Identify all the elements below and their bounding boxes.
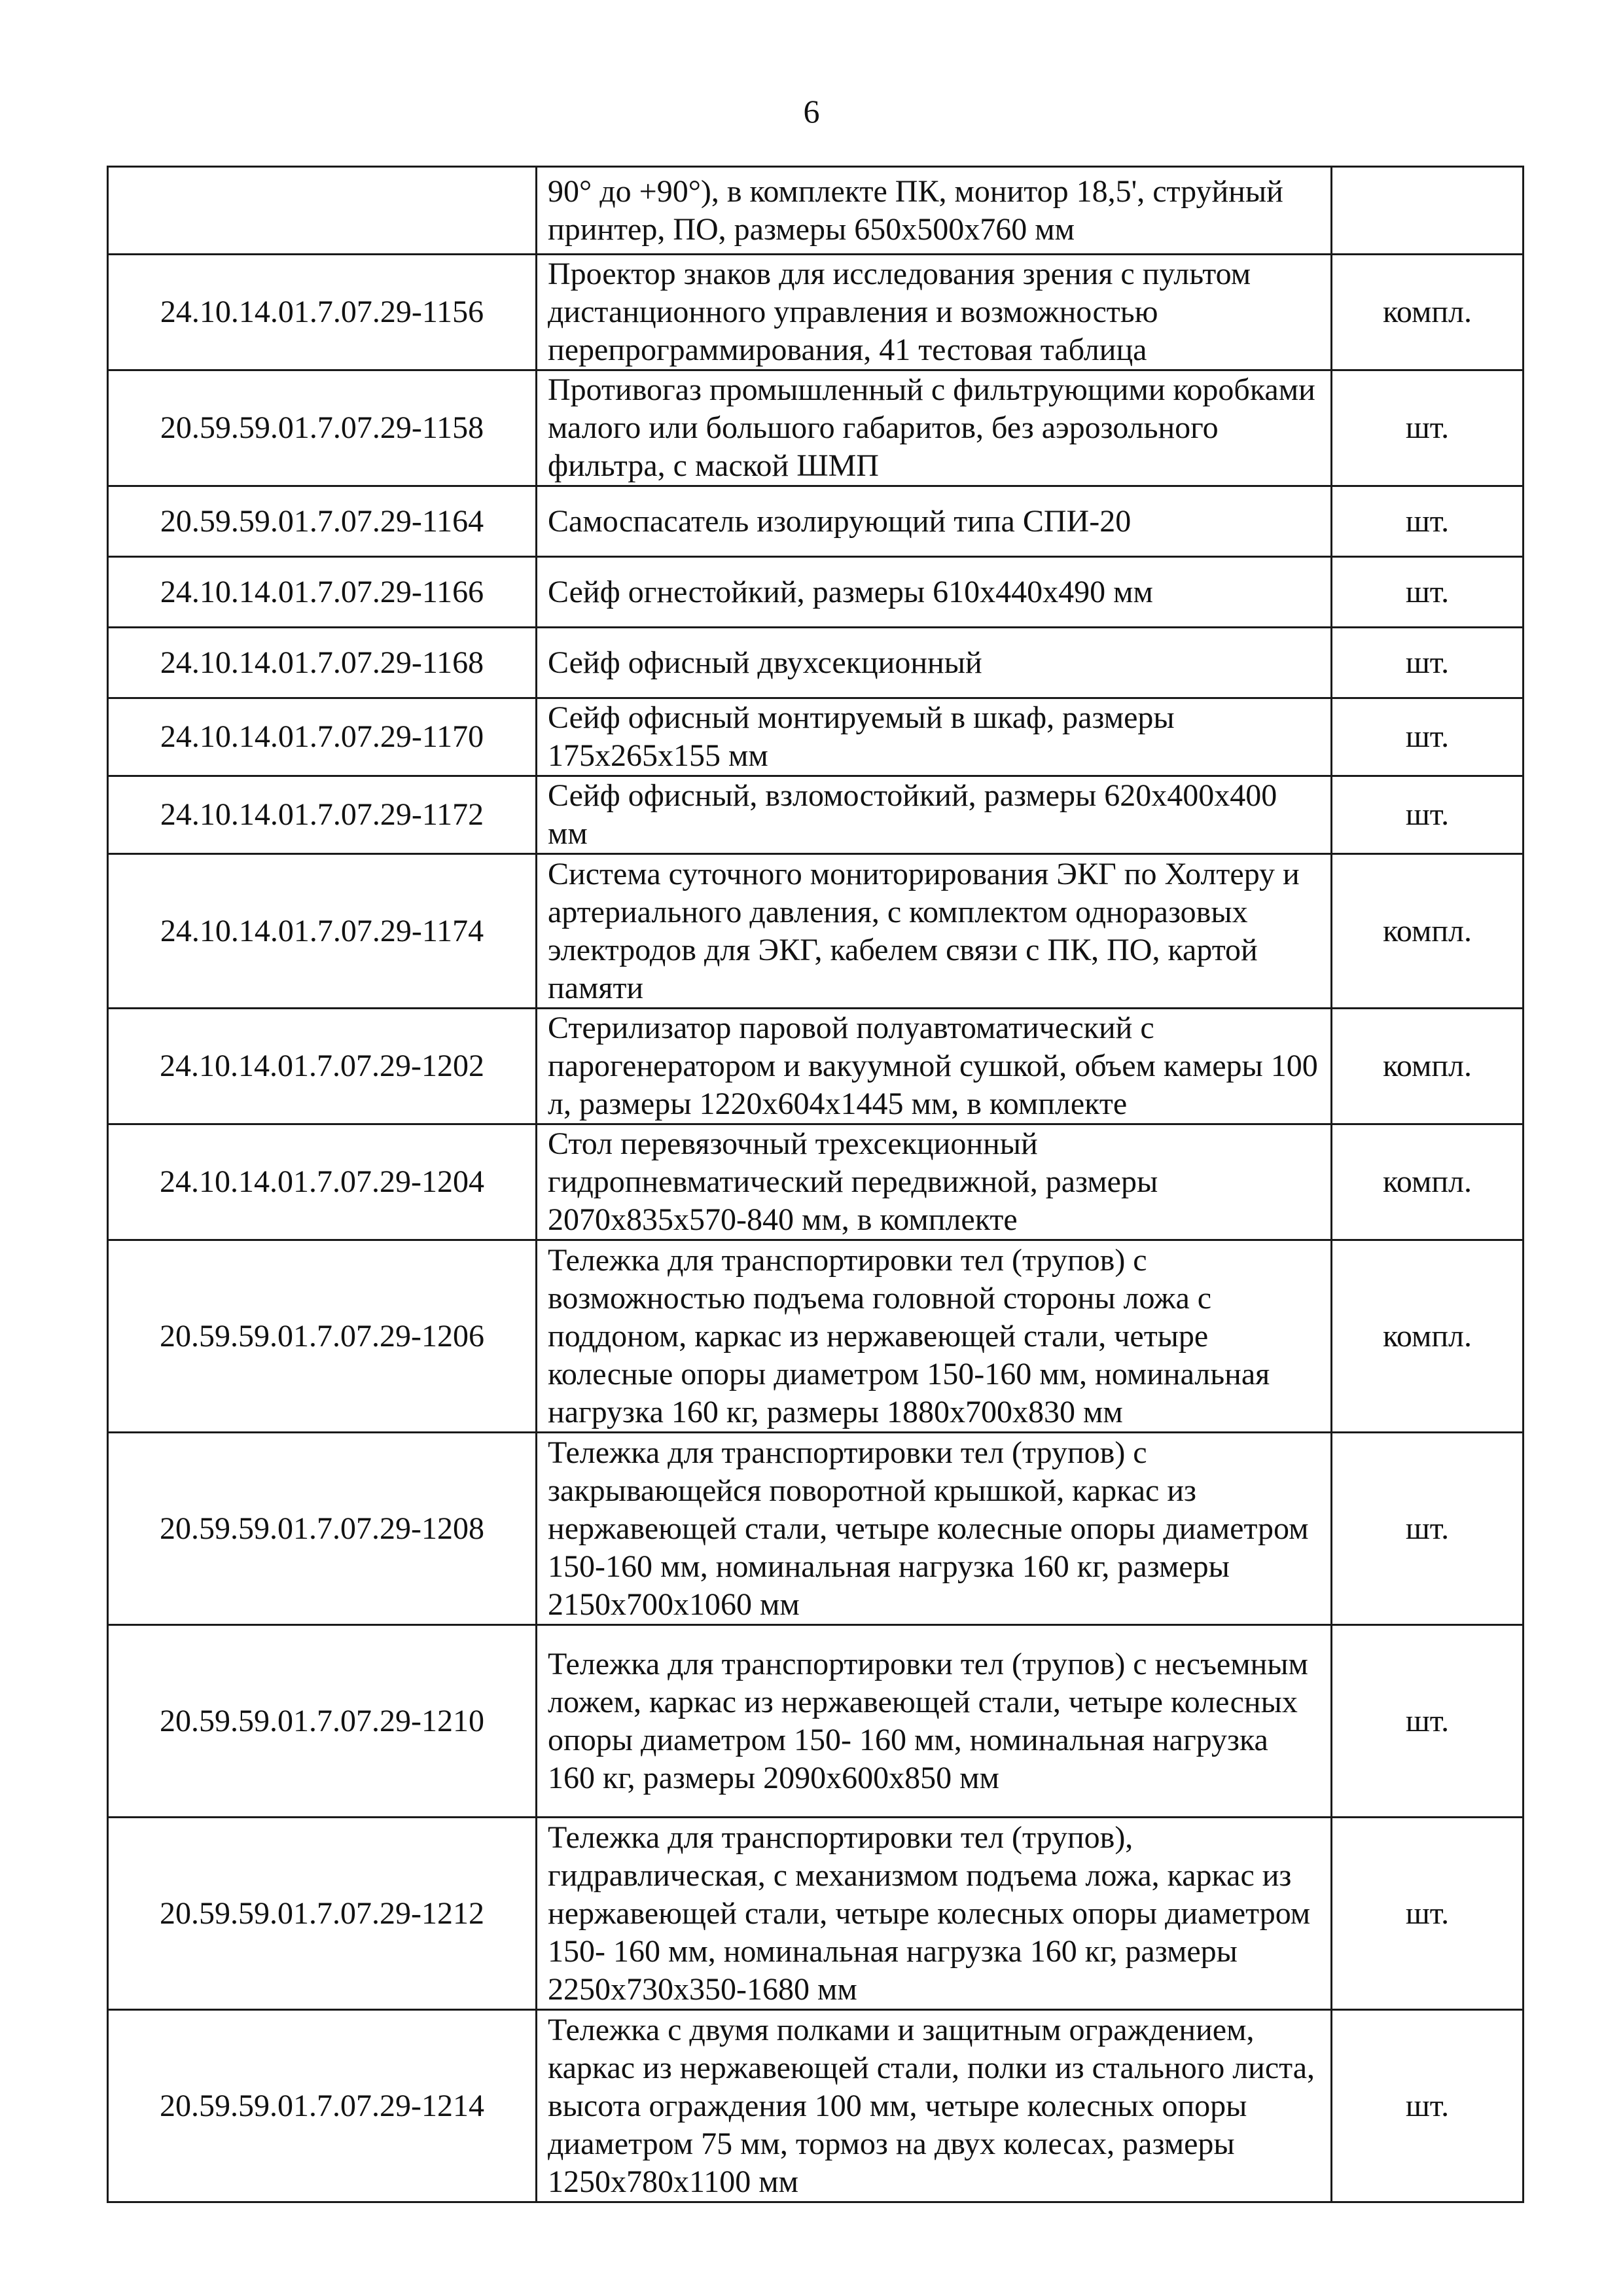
resource-table: [107, 166, 1524, 2203]
resource-description: Противогаз промышленный с фильтрующими коробками малого или большого габаритов, без аэрозольного фильтра, с маской ШМП: [537, 370, 1332, 486]
resource-code: 24.10.14.01.7.07.29-1202: [108, 1009, 537, 1124]
resource-description: Тележка для транспортировки тел (трупов), гидравлическая, с механизмом подъема ложа, каркас из нержавеющей стали, четыре колесных опоры диаметром 150- 160 мм, номинальная нагрузка 160 кг, размеры 2250х730х350-1680 мм: [537, 1818, 1332, 2010]
unit-of-measure: шт.: [1332, 486, 1524, 557]
unit-of-measure: шт.: [1332, 628, 1524, 698]
table-row: [108, 776, 1524, 854]
resource-code: 24.10.14.01.7.07.29-1174: [108, 854, 537, 1009]
resource-description: Стерилизатор паровой полуавтоматический с парогенератором и вакуумной сушкой, объем камеры 100 л, размеры 1220х604х1445 мм, в комплекте: [537, 1009, 1332, 1124]
resource-description: Сейф огнестойкий, размеры 610х440х490 мм: [537, 557, 1332, 628]
table-row: [108, 1009, 1524, 1124]
resource-description: Самоспасатель изолирующий типа СПИ-20: [537, 486, 1332, 557]
resource-description: Тележка для транспортировки тел (трупов) с несъемным ложем, каркас из нержавеющей стали, четыре колесных опоры диаметром 150- 160 мм, номинальная нагрузка 160 кг, размеры 2090х600х850 мм: [537, 1625, 1332, 1818]
table-row: [108, 2010, 1524, 2202]
unit-of-measure: компл.: [1332, 1009, 1524, 1124]
resource-code: 20.59.59.01.7.07.29-1214: [108, 2010, 537, 2202]
unit-of-measure: шт.: [1332, 370, 1524, 486]
unit-of-measure: компл.: [1332, 1124, 1524, 1240]
unit-of-measure: шт.: [1332, 557, 1524, 628]
resource-description: Тележка для транспортировки тел (трупов) с закрывающейся поворотной крышкой, каркас из нержавеющей стали, четыре колесные опоры диаметром 150-160 мм, номинальная нагрузка 160 кг, размеры 2150х700х1060 мм: [537, 1433, 1332, 1625]
resource-code: 24.10.14.01.7.07.29-1172: [108, 776, 537, 854]
resource-code: 20.59.59.01.7.07.29-1164: [108, 486, 537, 557]
resource-code: 20.59.59.01.7.07.29-1158: [108, 370, 537, 486]
table-row: [108, 628, 1524, 698]
resource-description: Сейф офисный монтируемый в шкаф, размеры 175х265х155 мм: [537, 698, 1332, 776]
resource-description: Сейф офисный, взломостойкий, размеры 620х400х400 мм: [537, 776, 1332, 854]
unit-of-measure: шт.: [1332, 2010, 1524, 2202]
resource-code: 20.59.59.01.7.07.29-1206: [108, 1240, 537, 1433]
table-row: [108, 854, 1524, 1009]
table-row: [108, 167, 1524, 255]
resource-code: 24.10.14.01.7.07.29-1168: [108, 628, 537, 698]
unit-of-measure: шт.: [1332, 1818, 1524, 2010]
unit-of-measure: компл.: [1332, 1240, 1524, 1433]
resource-description: Проектор знаков для исследования зрения с пультом дистанционного управления и возможностью перепрограммирования, 41 тестовая таблица: [537, 255, 1332, 370]
page-number: 6: [803, 93, 820, 130]
table-row: [108, 486, 1524, 557]
resource-description: Стол перевязочный трехсекционный гидропневматический передвижной, размеры 2070х835х570-840 мм, в комплекте: [537, 1124, 1332, 1240]
table-row: [108, 1625, 1524, 1818]
resource-code: 20.59.59.01.7.07.29-1210: [108, 1625, 537, 1818]
resource-code: 24.10.14.01.7.07.29-1170: [108, 698, 537, 776]
table-row: [108, 1240, 1524, 1433]
resource-code: 24.10.14.01.7.07.29-1204: [108, 1124, 537, 1240]
table-row: [108, 370, 1524, 486]
unit-of-measure: [1332, 167, 1524, 255]
unit-of-measure: компл.: [1332, 854, 1524, 1009]
resource-description: Сейф офисный двухсекционный: [537, 628, 1332, 698]
table-row: [108, 255, 1524, 370]
resource-description: Система суточного мониторирования ЭКГ по Холтеру и артериального давления, с комплектом одноразовых электродов для ЭКГ, кабелем связи с ПК, ПО, картой памяти: [537, 854, 1332, 1009]
table-row: [108, 698, 1524, 776]
table-row: [108, 1124, 1524, 1240]
unit-of-measure: шт.: [1332, 698, 1524, 776]
table-row: [108, 557, 1524, 628]
table-row: [108, 1433, 1524, 1625]
table-row: [108, 1818, 1524, 2010]
resource-code: [108, 167, 537, 255]
resource-code: 24.10.14.01.7.07.29-1166: [108, 557, 537, 628]
resource-code: 20.59.59.01.7.07.29-1212: [108, 1818, 537, 2010]
resource-code: 24.10.14.01.7.07.29-1156: [108, 255, 537, 370]
unit-of-measure: шт.: [1332, 776, 1524, 854]
unit-of-measure: шт.: [1332, 1433, 1524, 1625]
resource-description: Тележка для транспортировки тел (трупов) с возможностью подъема головной стороны ложа с поддоном, каркас из нержавеющей стали, четыре колесные опоры диаметром 150-160 мм, номинальная нагрузка 160 кг, размеры 1880х700х830 мм: [537, 1240, 1332, 1433]
resource-code: 20.59.59.01.7.07.29-1208: [108, 1433, 537, 1625]
unit-of-measure: шт.: [1332, 1625, 1524, 1818]
resource-description: 90° до +90°), в комплекте ПК, монитор 18,5', струйный принтер, ПО, размеры 650х500х760 мм: [537, 167, 1332, 255]
unit-of-measure: компл.: [1332, 255, 1524, 370]
resource-description: Тележка с двумя полками и защитным ограждением, каркас из нержавеющей стали, полки из стального листа, высота ограждения 100 мм, четыре колесных опоры диаметром 75 мм, тормоз на двух колесах, размеры 1250х780х1100 мм: [537, 2010, 1332, 2202]
